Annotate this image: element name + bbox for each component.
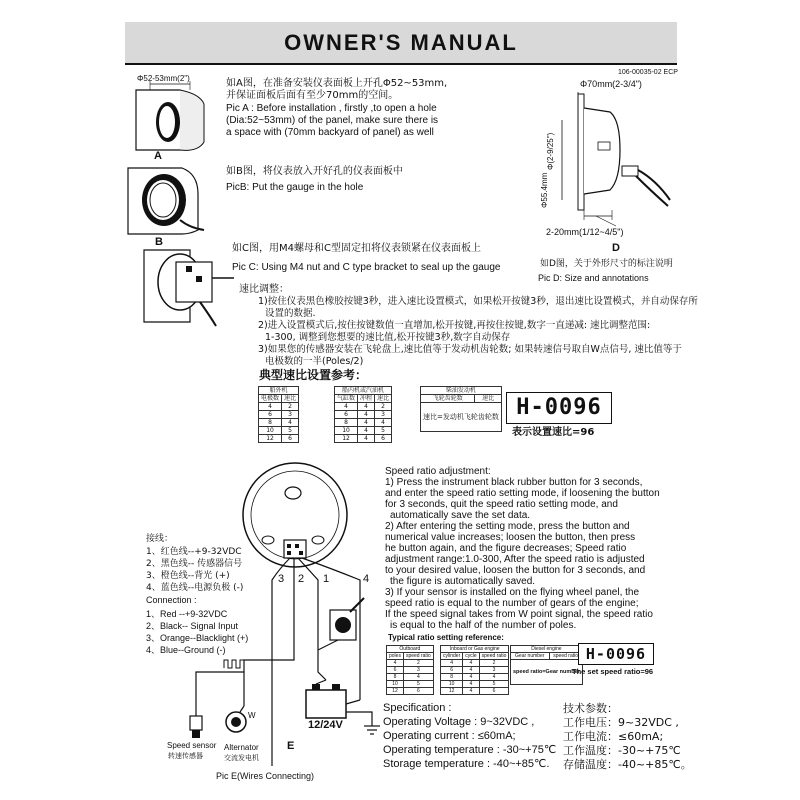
figD-cn: 如D图，关于外形尺寸的标注说明	[540, 259, 673, 269]
cn-t1-col: 电极数	[259, 395, 282, 403]
figA-en-1: Pic A : Before installation , firstly ,to open a hole	[226, 103, 437, 114]
figE-label: E	[287, 740, 295, 752]
en-t1-cell: 6	[403, 688, 433, 695]
speed-en-l6: numerical value increases; loosen the button, then press	[385, 532, 636, 543]
en-t2-col: speed ratio	[479, 653, 509, 660]
en-t2-cell: 8	[441, 674, 463, 681]
en-t1-cell: 8	[387, 674, 404, 681]
en-t2-cell: 4	[479, 674, 509, 681]
sensor-cn-label: 转速传感器	[168, 752, 203, 760]
cn-t2-cell: 4	[335, 403, 358, 411]
en-t1-cell: 4	[387, 660, 404, 667]
cn-t2-cell: 2	[375, 403, 392, 411]
cn-t3-note: 速比=发动机飞轮齿轮数	[421, 403, 502, 432]
wire-num-1: 1	[323, 573, 330, 585]
spec-cn-l3: 工作温度：-30~+75℃	[563, 744, 681, 757]
cn-t1-col: 速比	[282, 395, 299, 403]
figB-cn: 如B图，将仪表放入开好孔的仪表面板中	[226, 166, 403, 177]
en-t1-cell: 6	[387, 667, 404, 674]
cn-t2-title: 船内机或汽油机	[335, 387, 392, 395]
wiring-cn-l4: 4、蓝色线--电源负极 (-)	[146, 583, 244, 593]
figA-cn-2: 并保证面板后面有至少70mm的空间。	[226, 90, 399, 101]
spec-cn-l4: 存储温度：-40~+85℃。	[563, 758, 692, 771]
wire-num-3: 3	[278, 573, 285, 585]
spec-en-l2: Operating current : ≤60mA;	[383, 730, 516, 742]
cn-t1-cell: 3	[282, 411, 299, 419]
en-t2-cell: 6	[441, 667, 463, 674]
figA-cn-1: 如A图，在准备安装仪表面板上开孔Φ52~53mm,	[226, 78, 448, 89]
figB-label: B	[155, 236, 163, 248]
spec-en-heading: Specification :	[383, 702, 452, 714]
spec-cn-l2: 工作电流：≤60mA;	[563, 730, 664, 743]
en-t3-note: speed ratio=Gear number	[511, 660, 583, 685]
rubber-button	[285, 487, 301, 499]
cn-t2-cell: 6	[375, 435, 392, 443]
cn-t2-col: 速比	[375, 395, 392, 403]
speed-cn-l6: 电极数的一半(Poles/2)	[265, 356, 364, 367]
cn-t2-cell: 4	[358, 435, 375, 443]
spec-cn-l1: 工作电压：9~32VDC ,	[563, 716, 679, 729]
battery-voltage: 12/24V	[308, 719, 343, 731]
en-t2-cell: 3	[479, 667, 509, 674]
speed-cn-l4: 1-300, 调整到您想要的速比值,松开按键3秒,数字自动保存	[265, 332, 511, 343]
page-title: OWNER'S MANUAL	[284, 30, 518, 55]
speed-en-l12: speed ratio is equal to the number of gears of the engine;	[385, 598, 639, 609]
speed-en-l8: adjustment range:1.0-300, After the speed ratio is adjusted	[385, 554, 645, 565]
speed-en-l3: for 3 seconds, quit the speed ratio setting mode, and	[385, 499, 618, 510]
figA-en-2: (Dia:52~53mm) of the panel, make sure there is	[226, 115, 439, 126]
cn-t3-col: 飞轮齿轮数	[421, 395, 475, 403]
en-t2-cell: 6	[479, 688, 509, 695]
cn-t1-cell: 12	[259, 435, 282, 443]
speed-cn-l3: 2)进入设置模式后,按住按键数值一直增加,松开按键,再按住按键,数字一直递减: 速比调整范围:	[258, 320, 651, 331]
en-t1-cell: 2	[403, 660, 433, 667]
wiring-cn-l3: 3、橙色线--背光 (+)	[146, 571, 230, 581]
speed-en-l7: he button again, and the figure decreases; Speed ratio	[385, 543, 627, 554]
figC-cn: 如C图，用M4螺母和C型固定扣将仪表锁紧在仪表面板上	[232, 243, 481, 254]
wiring-en-l1: 1、Red --+9-32VDC	[146, 609, 228, 619]
speed-en-l10: the figure is automatically saved.	[390, 576, 536, 587]
en-t3-col: Gear number	[511, 653, 550, 660]
alternator-cn-label: 交流发电机	[224, 754, 259, 762]
figA-label: A	[154, 150, 162, 162]
speed-en-l14: is equal to the half of the number of poles.	[390, 620, 577, 631]
figD-en: Pic D: Size and annotations	[538, 273, 649, 283]
wiring-en-l3: 3、Orange--Blacklight (+)	[146, 633, 249, 643]
speed-en-l1: 1) Press the instrument black rubber button for 3 seconds,	[385, 477, 643, 488]
cn-t2-cell: 4	[358, 403, 375, 411]
speed-cn-l2: 设置的数据.	[265, 308, 316, 319]
speed-en-heading: Speed ratio adjustment:	[385, 466, 491, 477]
speed-en-l13: If the speed signal takes from W point signal, the speed ratio	[385, 609, 653, 620]
en-t2-cell: 12	[441, 688, 463, 695]
cn-t2-cell: 8	[335, 419, 358, 427]
speed-cn-ref-heading: 典型速比设置参考：	[259, 368, 368, 382]
figD-dim-side1: Φ(2-9/25")	[546, 132, 555, 170]
doc-code: 106-00035-02 ECP	[618, 69, 678, 76]
cn-t3-title: 柴油发动机	[421, 387, 502, 395]
speed-en-l9: to your desired value, loosen the button for 3 seconds, and	[385, 565, 646, 576]
en-t1-col: poles	[387, 653, 404, 660]
cn-t2-col: 气缸数	[335, 395, 358, 403]
w-point-label: W	[248, 711, 256, 720]
speed-en-l11: 3) If your sensor is installed on the flying wheel panel, the	[385, 587, 640, 598]
cn-t1-cell: 4	[259, 403, 282, 411]
en-lcd-caption: The set speed ratio=96	[572, 667, 654, 676]
wiring-cn-l2: 2、黑色线-- 传感器信号	[146, 559, 243, 569]
en-t2-cell: 10	[441, 681, 463, 688]
figC-en: Pic C: Using M4 nut and C type bracket to seal up the gauge	[232, 262, 501, 273]
en-t1-title: Outboard	[387, 646, 434, 653]
en-t2-cell: 4	[463, 660, 479, 667]
speed-en-l5: 2) After entering the setting mode, press the button and	[385, 521, 630, 532]
figD-dim-bottom: 2-20mm(1/12~4/5")	[546, 227, 624, 237]
speed-en-l2: and enter the speed ratio setting mode, if loosening the button	[385, 488, 660, 499]
figA-dim: Φ52-53mm(2")	[137, 74, 190, 83]
figD-dim-side2: Φ55.4mm	[540, 172, 549, 208]
cn-t1-cell: 6	[259, 411, 282, 419]
cn-t2-col: 冲程	[358, 395, 375, 403]
wire-num-4: 4	[363, 573, 370, 585]
figB-en: PicB: Put the gauge in the hole	[226, 182, 364, 193]
sensor-en-label: Speed sensor	[167, 741, 217, 750]
en-t2-col: cycle	[463, 653, 479, 660]
en-t1-cell: 4	[403, 674, 433, 681]
spec-en-l3: Operating temperature : -30~+75℃	[383, 744, 557, 756]
cn-t2-cell: 4	[375, 419, 392, 427]
cn-t2-cell: 4	[358, 419, 375, 427]
cn-t1-title: 船外机	[259, 387, 299, 395]
cn-t1-cell: 6	[282, 435, 299, 443]
cn-t2-cell: 3	[375, 411, 392, 419]
cn-t1-cell: 4	[282, 419, 299, 427]
cn-t3-col: 速比	[475, 395, 501, 403]
spec-en-l4: Storage temperature : -40~+85℃.	[383, 758, 550, 770]
cn-lcd-caption: 表示设置速比=96	[512, 427, 595, 438]
figD-dim-top: Φ70mm(2-3/4")	[580, 79, 642, 89]
cn-lcd-display: H-0096	[506, 392, 612, 424]
speed-sensor	[190, 716, 202, 730]
en-t2-cell: 5	[479, 681, 509, 688]
en-t1-cell: 5	[403, 681, 433, 688]
cn-t1-cell: 2	[282, 403, 299, 411]
speed-cn-heading: 速比调整：	[239, 284, 289, 295]
en-t2-col: cylinder	[441, 653, 463, 660]
cn-t2-cell: 4	[358, 427, 375, 435]
speed-cn-l1: 1)按住仪表黑色橡胶按键3秒，进入速比设置模式，如果松开按键3秒，退出速比设置模式，并自动保存所	[258, 296, 698, 307]
cn-t1-cell: 10	[259, 427, 282, 435]
wiring-en-l2: 2、Black-- Signal Input	[146, 621, 239, 631]
en-t3-col: speed ratio	[549, 653, 582, 660]
speed-en-l4: automatically save the set data.	[390, 510, 531, 521]
en-t3-title: Diesel engine	[511, 646, 583, 653]
speed-en-ref-heading: Typical ratio setting reference:	[388, 633, 504, 642]
wire-num-2: 2	[298, 573, 305, 585]
spec-cn-heading: 技术参数：	[563, 702, 618, 715]
cn-t2-cell: 10	[335, 427, 358, 435]
cn-t2-cell: 12	[335, 435, 358, 443]
cn-t1-cell: 8	[259, 419, 282, 427]
en-t2-cell: 4	[441, 660, 463, 667]
wiring-en-l4: 4、Blue--Ground (-)	[146, 645, 226, 655]
wire-black	[244, 558, 294, 672]
battery	[306, 690, 346, 718]
en-t2-cell: 4	[463, 667, 479, 674]
cn-t2-cell: 5	[375, 427, 392, 435]
cn-t2-cell: 4	[358, 411, 375, 419]
en-t2-cell: 2	[479, 660, 509, 667]
wiring-en-heading: Connection :	[146, 595, 197, 605]
speed-cn-l5: 3)如果您的传感器安装在飞轮盘上,速比值等于发动机齿轮数; 如果转速信号取自W点信号, 速比值等于	[258, 344, 682, 355]
en-t2-cell: 4	[463, 674, 479, 681]
figA-en-3: a space with (70mm backyard of panel) as well	[226, 127, 434, 138]
en-t2-cell: 4	[463, 688, 479, 695]
cn-t2-cell: 6	[335, 411, 358, 419]
alternator-en-label: Alternator	[224, 743, 259, 752]
connector-plug	[284, 540, 306, 558]
spec-en-l1: Operating Voltage : 9~32VDC ,	[383, 716, 535, 728]
en-lcd-display: H-0096	[578, 643, 654, 665]
en-t1-cell: 12	[387, 688, 404, 695]
wiring-cn-l1: 1、红色线--+9-32VDC	[146, 547, 242, 557]
en-t1-col: speed ratio	[403, 653, 433, 660]
en-t1-cell: 10	[387, 681, 404, 688]
figE-caption: Pic E(Wires Connecting)	[216, 771, 315, 781]
en-t1-cell: 3	[403, 667, 433, 674]
wiring-cn-heading: 接线：	[146, 534, 174, 544]
wire-orange	[272, 558, 290, 760]
cn-t1-cell: 5	[282, 427, 299, 435]
figD-label: D	[612, 242, 620, 254]
en-t2-title: Inboard or Gas engine	[441, 646, 509, 653]
en-t2-cell: 4	[463, 681, 479, 688]
